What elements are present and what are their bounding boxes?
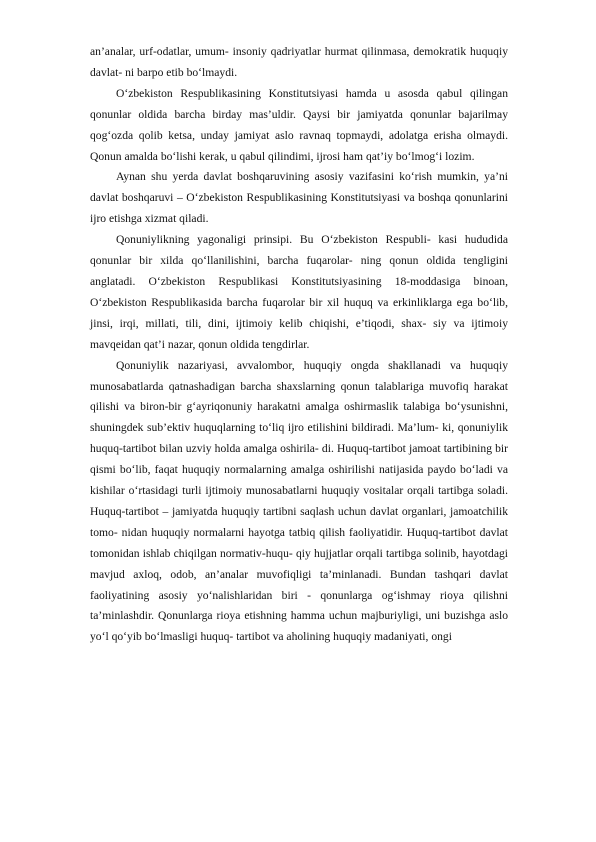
paragraph-uniformity-principle: Qonuniylikning yagonaligi prinsipi. Bu O‘zbekiston Respubli- kasi hududida qonunlar bir xilda qo‘llanilishini, barcha fuqarolar- ning qonun oldida tengligini anglatadi. O‘zbekiston Respublikasi Konstitutsiyasining 18-moddasiga binoan, O‘zbekiston Respublikasida barcha fuqarolar bir xil huquq va erkinliklarga ega bo‘lib, jinsi, irqi, millati, tili, dini, ijtimoiy kelib chiqishi, e’tiqodi, shax- siy va ijtimoiy mavqeidan qat’i nazar, qonun oldida tengdirlar. bbox=[90, 233, 508, 351]
paragraph-constitution: O‘zbekiston Respublikasining Konstitutsiyasi hamda u asosda qabul qilingan qonunlar oldida barcha birday mas’uldir. Qaysi bir jamiyatda qonunlar bajarilmay qog‘ozda qolib ketsa, unday jamiyat aslo ravnaq topmaydi, adolatga erisha olmaydi. Qonun amalda bo‘lishi kerak, u qabul qilindimi, ijrosi ham qat’iy bo‘lmog‘i lozim. bbox=[90, 86, 508, 163]
paragraph-continuation: an’analar, urf-odatlar, umum- insoniy qadriyatlar hurmat qilinmasa, demokratik huquqiy davlat- ni barpo etib bo‘lmaydi. bbox=[90, 45, 508, 79]
document-page bbox=[90, 42, 508, 648]
paragraph-legality-theory: Qonuniylik nazariyasi, avvalombor, huquqiy ongda shakllanadi va huquqiy munosabatlarda qatnashadigan barcha shaxslarning qonun talablariga muvofiq harakat qilishi va biron-bir g‘ayriqonuniy harakatni amalga oshirmaslik talabiga bo‘ysunishni, shuningdek sub’ektiv huquqlarning to‘liq ijro etilishini bildiradi. Ma’lum- ki, qonuniylik huquq-tartibot bilan uzviy holda amalga oshirila- di. Huquq-tartibot jamoat tartibining bir qismi bo‘lib, faqat huquqiy normalarning amalga oshirilishi natijasida paydo bo‘ladi va kishilar o‘rtasidagi turli ijtimoiy munosabatlarni huquqiy vositalar orqali tartibga soladi. Huquq-tartibot – jamiyatda huquqiy tartibni saqlash uchun davlat organlari, jamoatchilik tomo- nidan huquqiy normalarni hayotga tatbiq qilish faoliyatidir. Huquq-tartibot davlat tomonidan ishlab chiqilgan normativ-huqu- qiy hujjatlar orqali tartibga solinib, hayotdagi mavjud axloq, odob, an’analar muvofiqligi ta’minlanadi. Bundan tashqari davlat faoliyatining asosiy yo‘nalishlaridan biri - qonunlarga og‘ishmay rioya qilishni ta’minlashdir. Qonunlarga rioya etishning hamma uchun majburiyligi, uni buzishga aslo yo‘l qo‘yib bo‘lmasligi huquq- tartibot va aholining huquqiy madaniyati, ongi bbox=[90, 358, 508, 644]
paragraph-state-administration: Aynan shu yerda davlat boshqaruvining asosiy vazifasini ko‘rish mumkin, ya’ni davlat boshqaruvi – O‘zbekiston Respublikasining Konstitutsiyasi va boshqa qonunlarini ijro etishga xizmat qiladi. bbox=[90, 170, 508, 226]
